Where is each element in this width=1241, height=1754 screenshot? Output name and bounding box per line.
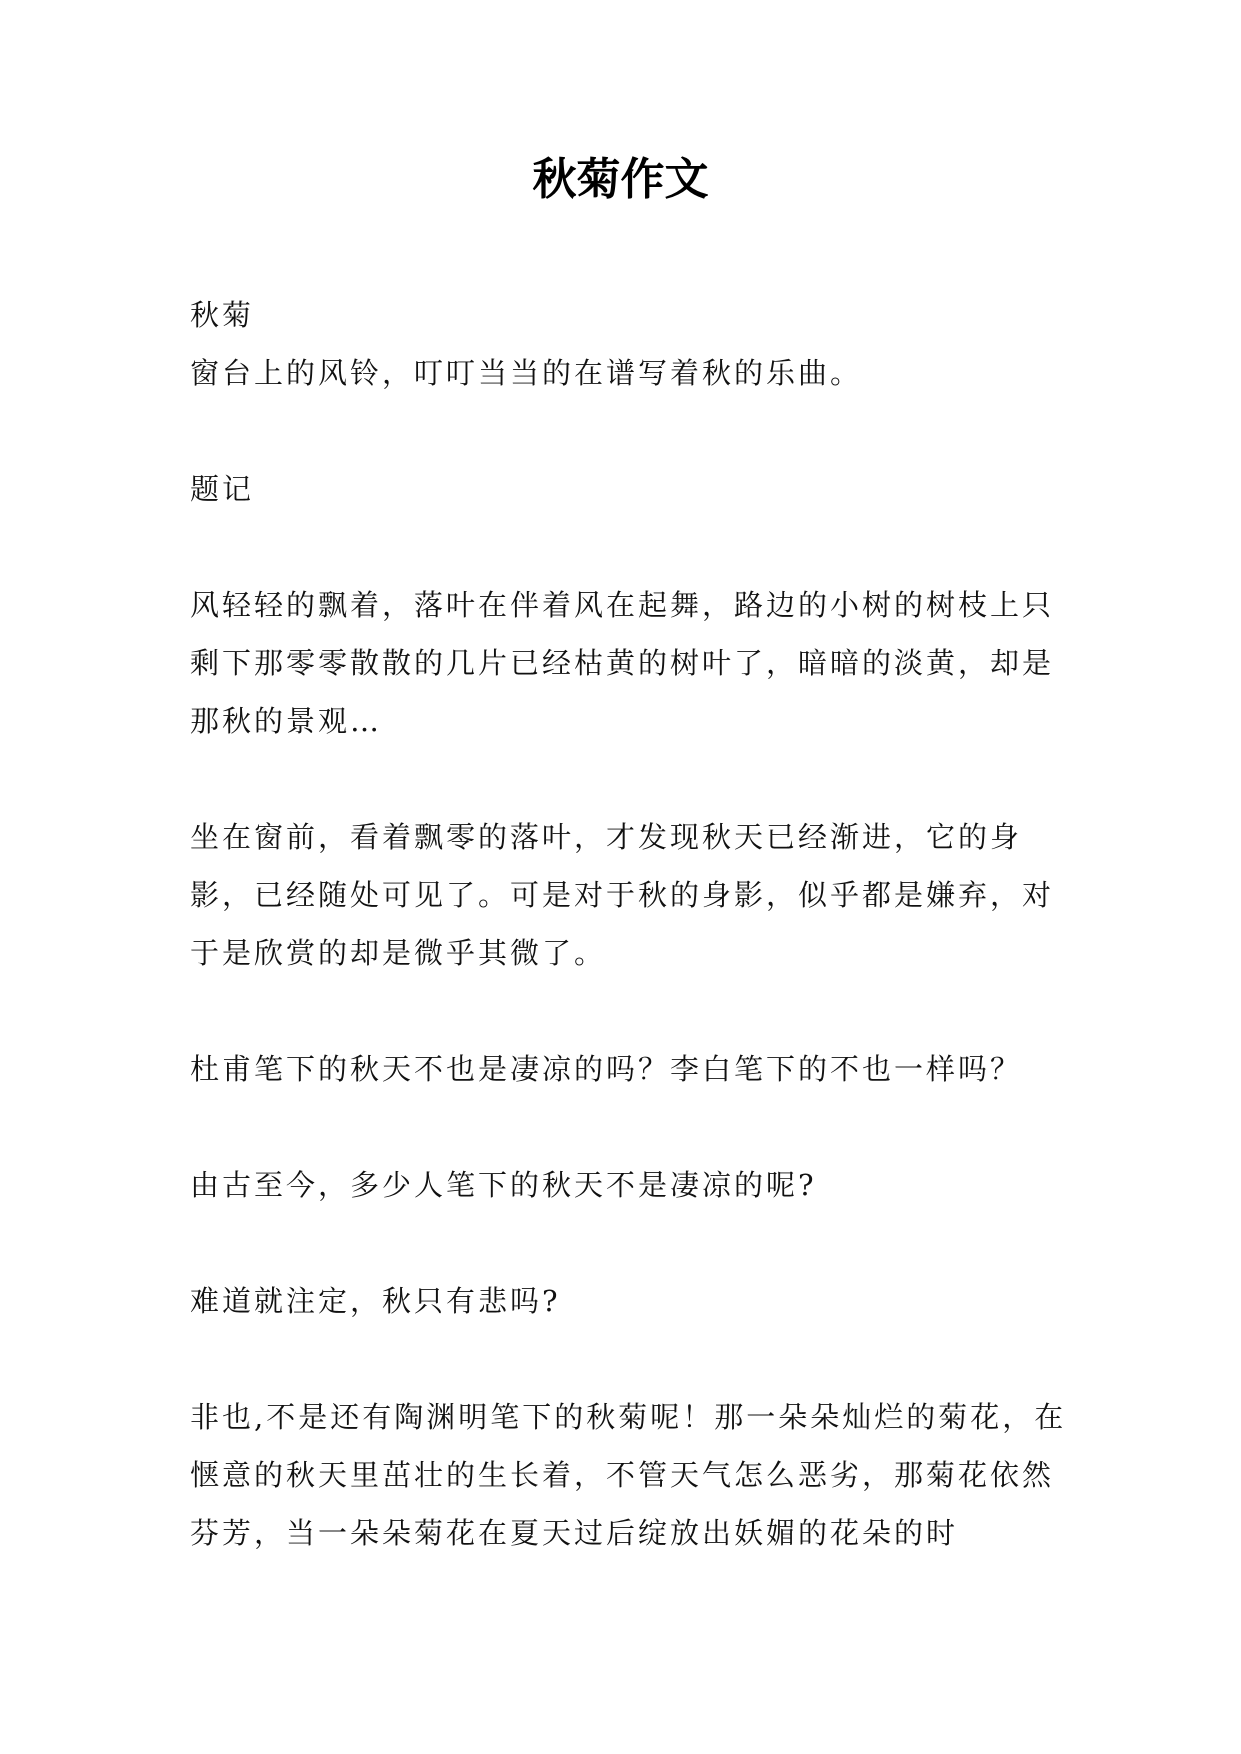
paragraph-1: 风轻轻的飘着，落叶在伴着风在起舞，路边的小树的树枝上只剩下那零零散散的几片已经枯黄的树叶了，暗暗的淡黄，却是那秋的景观… (190, 588, 1055, 738)
essay-subtitle: 秋菊 (190, 298, 255, 332)
epigraph-label: 题记 (190, 472, 255, 506)
paragraph-6: 非也,不是还有陶渊明笔下的秋菊呢！那一朵朵灿烂的菊花，在惬意的秋天里茁壮的生长着，不管天气怎么恶劣，那菊花依然芬芳，当一朵朵菊花在夏天过后绽放出妖媚的花朵的时 (190, 1400, 1067, 1550)
paragraph-3: 杜甫笔下的秋天不也是凄凉的吗？李白笔下的不也一样吗？ (190, 1052, 1023, 1086)
paragraph-5: 难道就注定，秋只有悲吗? (190, 1284, 561, 1318)
paragraph-4: 由古至今，多少人笔下的秋天不是凄凉的呢? (190, 1168, 817, 1202)
paragraph-2: 坐在窗前，看着飘零的落叶，才发现秋天已经渐进，它的身影，已经随处可见了。可是对于秋的身影，似乎都是嫌弃，对于是欣赏的却是微乎其微了。 (190, 820, 1055, 970)
epigraph-line: 窗台上的风铃，叮叮当当的在谱写着秋的乐曲。 (190, 356, 863, 390)
document-title: 秋菊作文 (532, 154, 709, 205)
